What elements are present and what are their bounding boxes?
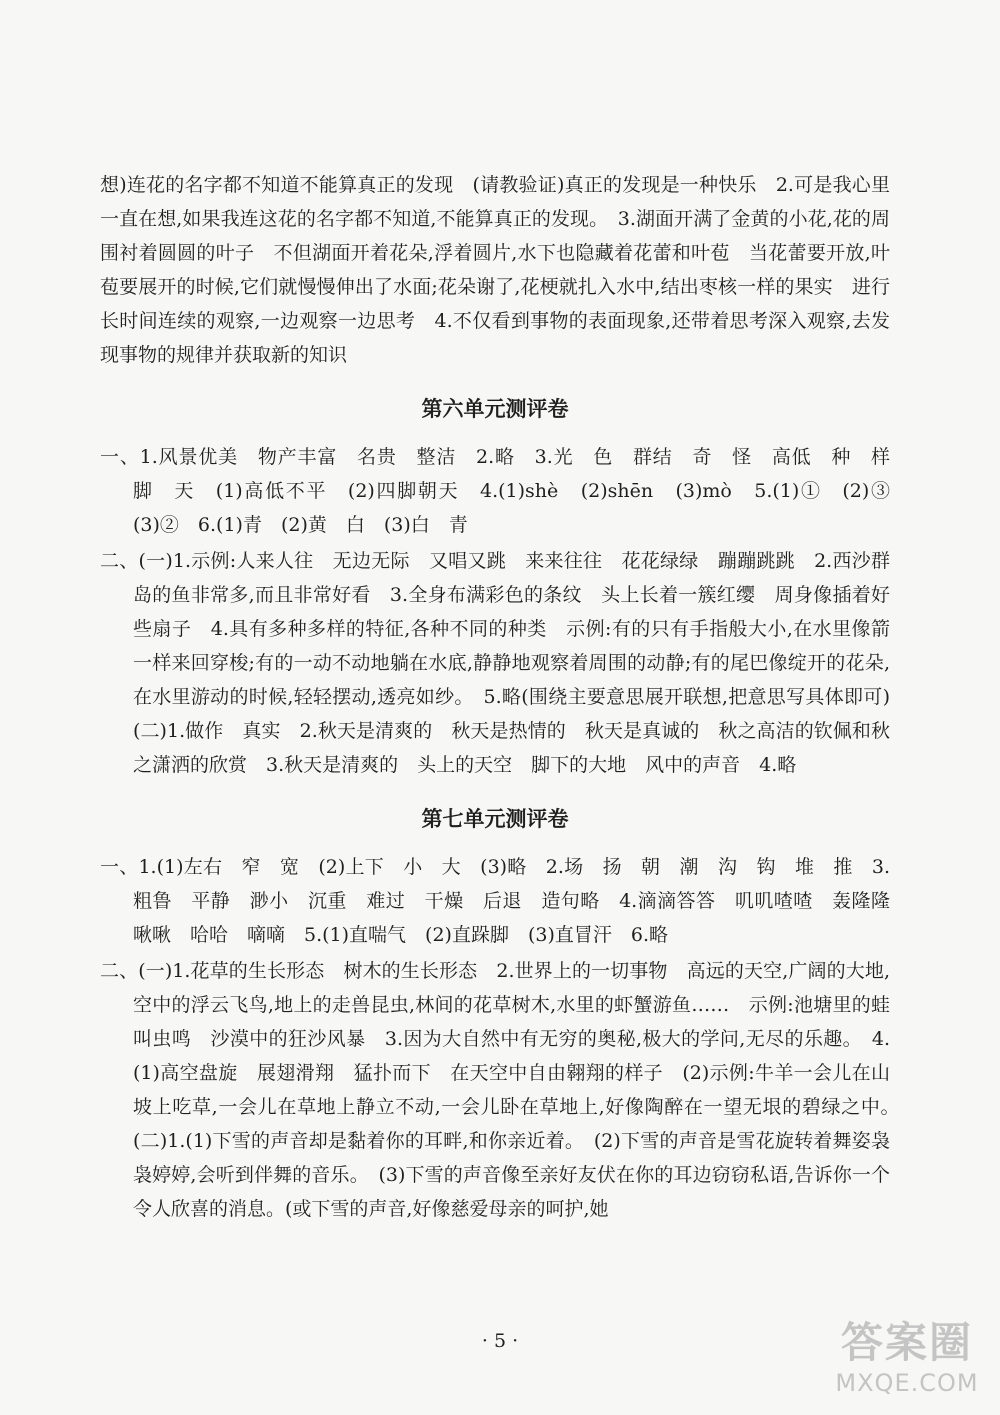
unit6-part1: 一、1.风景优美 物产丰富 名贵 整洁 2.略 3.光 色 群结 奇 怪 高低 种 样 脚 天 (1)高低不平 (2)四脚朝天 4.(1)shè (2)shēn (3)mò 5.(1)① (2)③ (3)② 6.(1)青 (2)黄 白 (3)白 青 (100, 446, 910, 536)
unit6-part2: 二、(一)1.示例:人来人往 无边无际 又唱又跳 来来往往 花花绿绿 蹦蹦跳跳 2.西沙群岛的鱼非常多,而且非常好看 3.全身布满彩色的条纹 头上长着一簇红缨 周身像插着好些扇子 4.具有多种多样的特征,各种不同的种类 示例:有的只有手指般大小,在水里像箭一样来回穿梭;有的一动不动地躺在水底,静静地观察着周围的动静;有的尾巴像绽开的花朵,在水里游动的时候,轻轻摆动,透亮如纱。 5.略(围绕主要意思展开联想,把意思写具体即可) (二)1.做作 真实 2.秋天是清爽的 秋天是热情的 秋天是真诚的 秋之高洁的钦佩和秋之潇洒的欣赏 3.秋天是清爽的 头上的天空 脚下的大地 风中的声音 4.略 (100, 550, 910, 776)
unit7-part2: 二、(一)1.花草的生长形态 树木的生长形态 2.世界上的一切事物 高远的天空,广阔的大地,空中的浮云飞鸟,地上的走兽昆虫,林间的花草树木,水里的虾蟹游鱼…… 示例:池塘里的蛙叫虫鸣 沙漠中的狂沙风暴 3.因为大自然中有无穷的奥秘,极大的学问,无尽的乐趣。 4.(1)高空盘旋 展翅滑翔 猛扑而下 在天空中自由翱翔的样子 (2)示例:牛羊一会儿在山坡上吃草,一会儿在草地上静立不动,一会儿卧在草地上,好像陶醉在一望无垠的碧绿之中。 (二)1.(1)下雪的声音却是黏着你的耳畔,和你亲近着。 (2)下雪的声音是雪花旋转着舞姿袅袅婷婷,会听到伴舞的音乐。 (3)下雪的声音像至亲好友伏在你的耳边窃窃私语,告诉你一个令人欣喜的消息。(或下雪的声音,好像慈爱母亲的呵护,她 (100, 960, 910, 1220)
answer-content (100, 168, 910, 1226)
unit6-title: 第六单元测评卷 (421, 396, 569, 421)
unit7-title: 第七单元测评卷 (421, 806, 569, 831)
unit7-part1: 一、1.(1)左右 窄 宽 (2)上下 小 大 (3)略 2.场 扬 朝 潮 沟 钩 堆 推 3.粗鲁 平静 渺小 沉重 难过 干燥 后退 造句略 4.滴滴答答 叽叽喳喳 轰隆隆 啾啾 哈哈 嘀嘀 5.(1)直喘气 (2)直跺脚 (3)直冒汗 6.略 (100, 856, 910, 946)
page-number: · 5 · (481, 1330, 519, 1352)
intro-paragraph: 想)连花的名字都不知道不能算真正的发现 (请教验证)真正的发现是一种快乐 2.可是我心里一直在想,如果我连这花的名字都不知道,不能算真正的发现。 3.湖面开满了金黄的小花,花的周围衬着圆圆的叶子 不但湖面开着花朵,浮着圆片,水下也隐藏着花蕾和叶苞 当花蕾要开放,叶苞要展开的时候,它们就慢慢伸出了水面;花朵谢了,花梗就扎入水中,结出枣核一样的果实 进行长时间连续的观察,一边观察一边思考 4.不仅看到事物的表面现象,还带着思考深入观察,去发现事物的规律并获取新的知识 (100, 174, 890, 366)
watermark-url: MXQE.COM (835, 1369, 979, 1397)
watermark (822, 1317, 992, 1407)
watermark-logo: 答案圈 (840, 1318, 973, 1367)
